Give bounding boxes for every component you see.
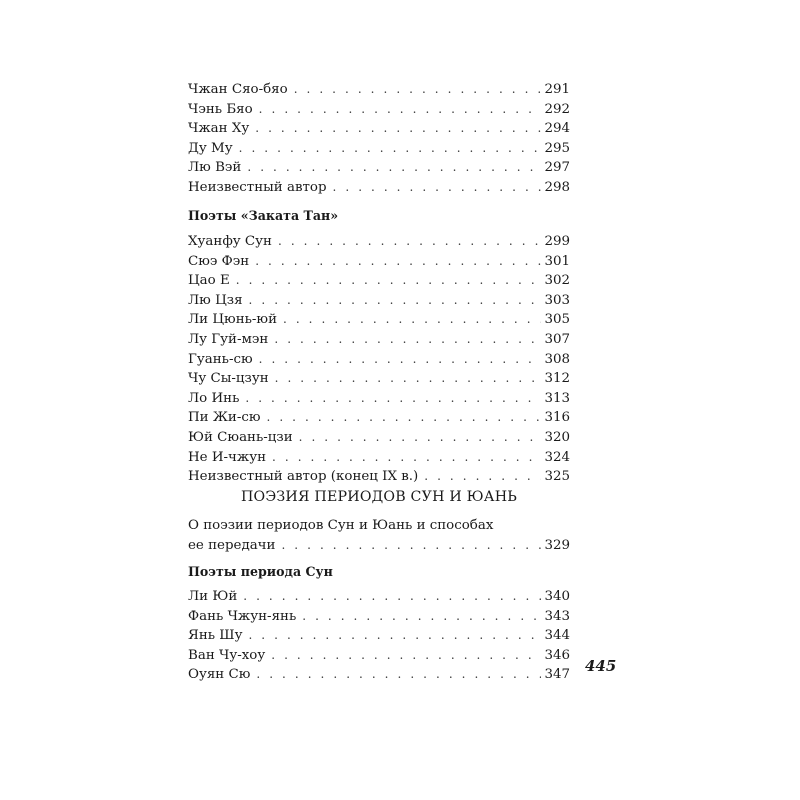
dot-leader xyxy=(294,80,542,100)
toc-entry xyxy=(188,178,570,198)
entry-name: Цао Е xyxy=(188,273,230,289)
entry-name: Чэнь Бяо xyxy=(188,101,253,117)
toc-entry xyxy=(188,139,570,159)
entry-page: 292 xyxy=(544,101,570,117)
dot-leader xyxy=(302,607,541,627)
toc-entry xyxy=(188,607,570,627)
toc-entry xyxy=(188,587,570,607)
entry-page: 308 xyxy=(544,351,570,367)
entry-page: 346 xyxy=(544,647,570,663)
entry-name: Фань Чжун-янь xyxy=(188,608,297,624)
toc-entry xyxy=(188,252,570,272)
entry-name: Гуань-сю xyxy=(188,351,253,367)
toc-entry xyxy=(188,330,570,350)
toc-entry xyxy=(188,350,570,370)
entry-page: 298 xyxy=(544,179,570,195)
toc-entry xyxy=(188,119,570,139)
toc-entry xyxy=(188,536,570,556)
entry-name: Чу Сы-цзун xyxy=(188,371,269,387)
entry-page: 316 xyxy=(544,410,570,426)
dot-leader xyxy=(256,665,541,685)
entry-name: Ду Му xyxy=(188,140,233,156)
dot-leader xyxy=(239,139,542,159)
entry-page: 301 xyxy=(544,253,570,269)
entry-page: 325 xyxy=(544,469,570,485)
entry-page: 291 xyxy=(544,82,570,97)
dot-leader xyxy=(248,626,541,646)
entry-name: Оуян Сю xyxy=(188,667,251,683)
dot-leader xyxy=(255,252,541,272)
entry-page: 294 xyxy=(544,121,570,137)
entry-name: Лу Гуй-мэн xyxy=(188,331,269,347)
entry-page: 299 xyxy=(544,234,570,249)
entry-page: 303 xyxy=(544,292,570,308)
toc-entry xyxy=(188,646,570,666)
dot-leader xyxy=(424,467,541,487)
entry-page: 313 xyxy=(544,390,570,406)
toc-entry xyxy=(188,310,570,330)
part-title: ПОЭЗИЯ ПЕРИОДОВ СУН И ЮАНЬ xyxy=(240,489,518,505)
page-number: 445 xyxy=(585,657,617,675)
entry-name: Юй Сюань-цзи xyxy=(188,429,293,445)
entry-name: Не И-чжун xyxy=(188,449,267,465)
entry-page: 343 xyxy=(544,608,570,624)
toc-group-1 xyxy=(188,80,570,198)
entry-page: 297 xyxy=(544,160,570,176)
entry-page: 320 xyxy=(544,429,570,445)
section-heading: Поэты периода Сун xyxy=(188,564,333,579)
toc-entry xyxy=(188,408,570,428)
entry-name: Пи Жи-сю xyxy=(188,410,261,426)
entry-name: Янь Шу xyxy=(188,628,243,644)
dot-leader xyxy=(299,428,542,448)
dot-leader xyxy=(255,119,541,139)
entry-name: Неизвестный автор xyxy=(188,179,327,195)
dot-leader xyxy=(272,448,541,468)
dot-leader xyxy=(259,350,542,370)
dot-leader xyxy=(281,536,541,556)
entry-name: Неизвестный автор (конец IX в.) xyxy=(188,469,419,485)
entry-page: 344 xyxy=(544,628,570,644)
toc-entry xyxy=(188,271,570,291)
dot-leader xyxy=(249,291,542,311)
toc-entry xyxy=(188,389,570,409)
dot-leader xyxy=(236,271,542,291)
toc-entry xyxy=(188,665,570,685)
toc-entry xyxy=(188,100,570,120)
dot-leader xyxy=(278,232,541,252)
toc-entry xyxy=(188,80,570,100)
dot-leader xyxy=(243,587,541,607)
section-heading: Поэты «Заката Тан» xyxy=(188,208,339,223)
entry-name: Чжан Сяо-бяо xyxy=(188,82,288,97)
dot-leader xyxy=(259,100,542,120)
dot-leader xyxy=(283,310,541,330)
dot-leader xyxy=(267,408,542,428)
dot-leader xyxy=(333,178,542,198)
toc-intro-entry xyxy=(188,516,570,555)
entry-page: 340 xyxy=(544,589,570,604)
toc-section-sun xyxy=(188,562,570,685)
entry-page: 347 xyxy=(544,667,570,683)
toc-entry xyxy=(188,626,570,646)
entry-page: 305 xyxy=(544,312,570,328)
toc-entry xyxy=(188,158,570,178)
entry-name: ее передачи xyxy=(188,537,276,553)
toc-entry xyxy=(188,448,570,468)
dot-leader xyxy=(247,158,541,178)
entry-name: Ло Инь xyxy=(188,390,240,406)
dot-leader xyxy=(275,369,542,389)
toc-entry xyxy=(188,369,570,389)
entry-name: Лю Вэй xyxy=(188,160,242,176)
entry-name: Хуанфу Сун xyxy=(188,234,272,249)
intro-line-1: О поэзии периодов Сун и Юань и способах xyxy=(188,518,494,533)
entry-page: 295 xyxy=(544,140,570,156)
entry-name: Ли Цюнь-юй xyxy=(188,312,278,328)
entry-page: 302 xyxy=(544,273,570,289)
entry-page: 312 xyxy=(544,371,570,387)
dot-leader xyxy=(245,389,541,409)
entry-page: 324 xyxy=(544,449,570,465)
entry-page: 329 xyxy=(544,537,570,553)
entry-name: Ван Чу-хоу xyxy=(188,647,266,663)
entry-page: 307 xyxy=(544,331,570,347)
entry-name: Чжан Ху xyxy=(188,121,250,137)
toc-entry xyxy=(188,467,570,487)
toc-entry xyxy=(188,291,570,311)
entry-name: Ли Юй xyxy=(188,589,238,604)
entry-name: Сюэ Фэн xyxy=(188,253,250,269)
toc-section-zakat-tan xyxy=(188,206,570,487)
dot-leader xyxy=(274,330,541,350)
toc-entry xyxy=(188,232,570,252)
toc-entry xyxy=(188,428,570,448)
entry-name: Лю Цзя xyxy=(188,292,243,308)
dot-leader xyxy=(271,646,541,666)
